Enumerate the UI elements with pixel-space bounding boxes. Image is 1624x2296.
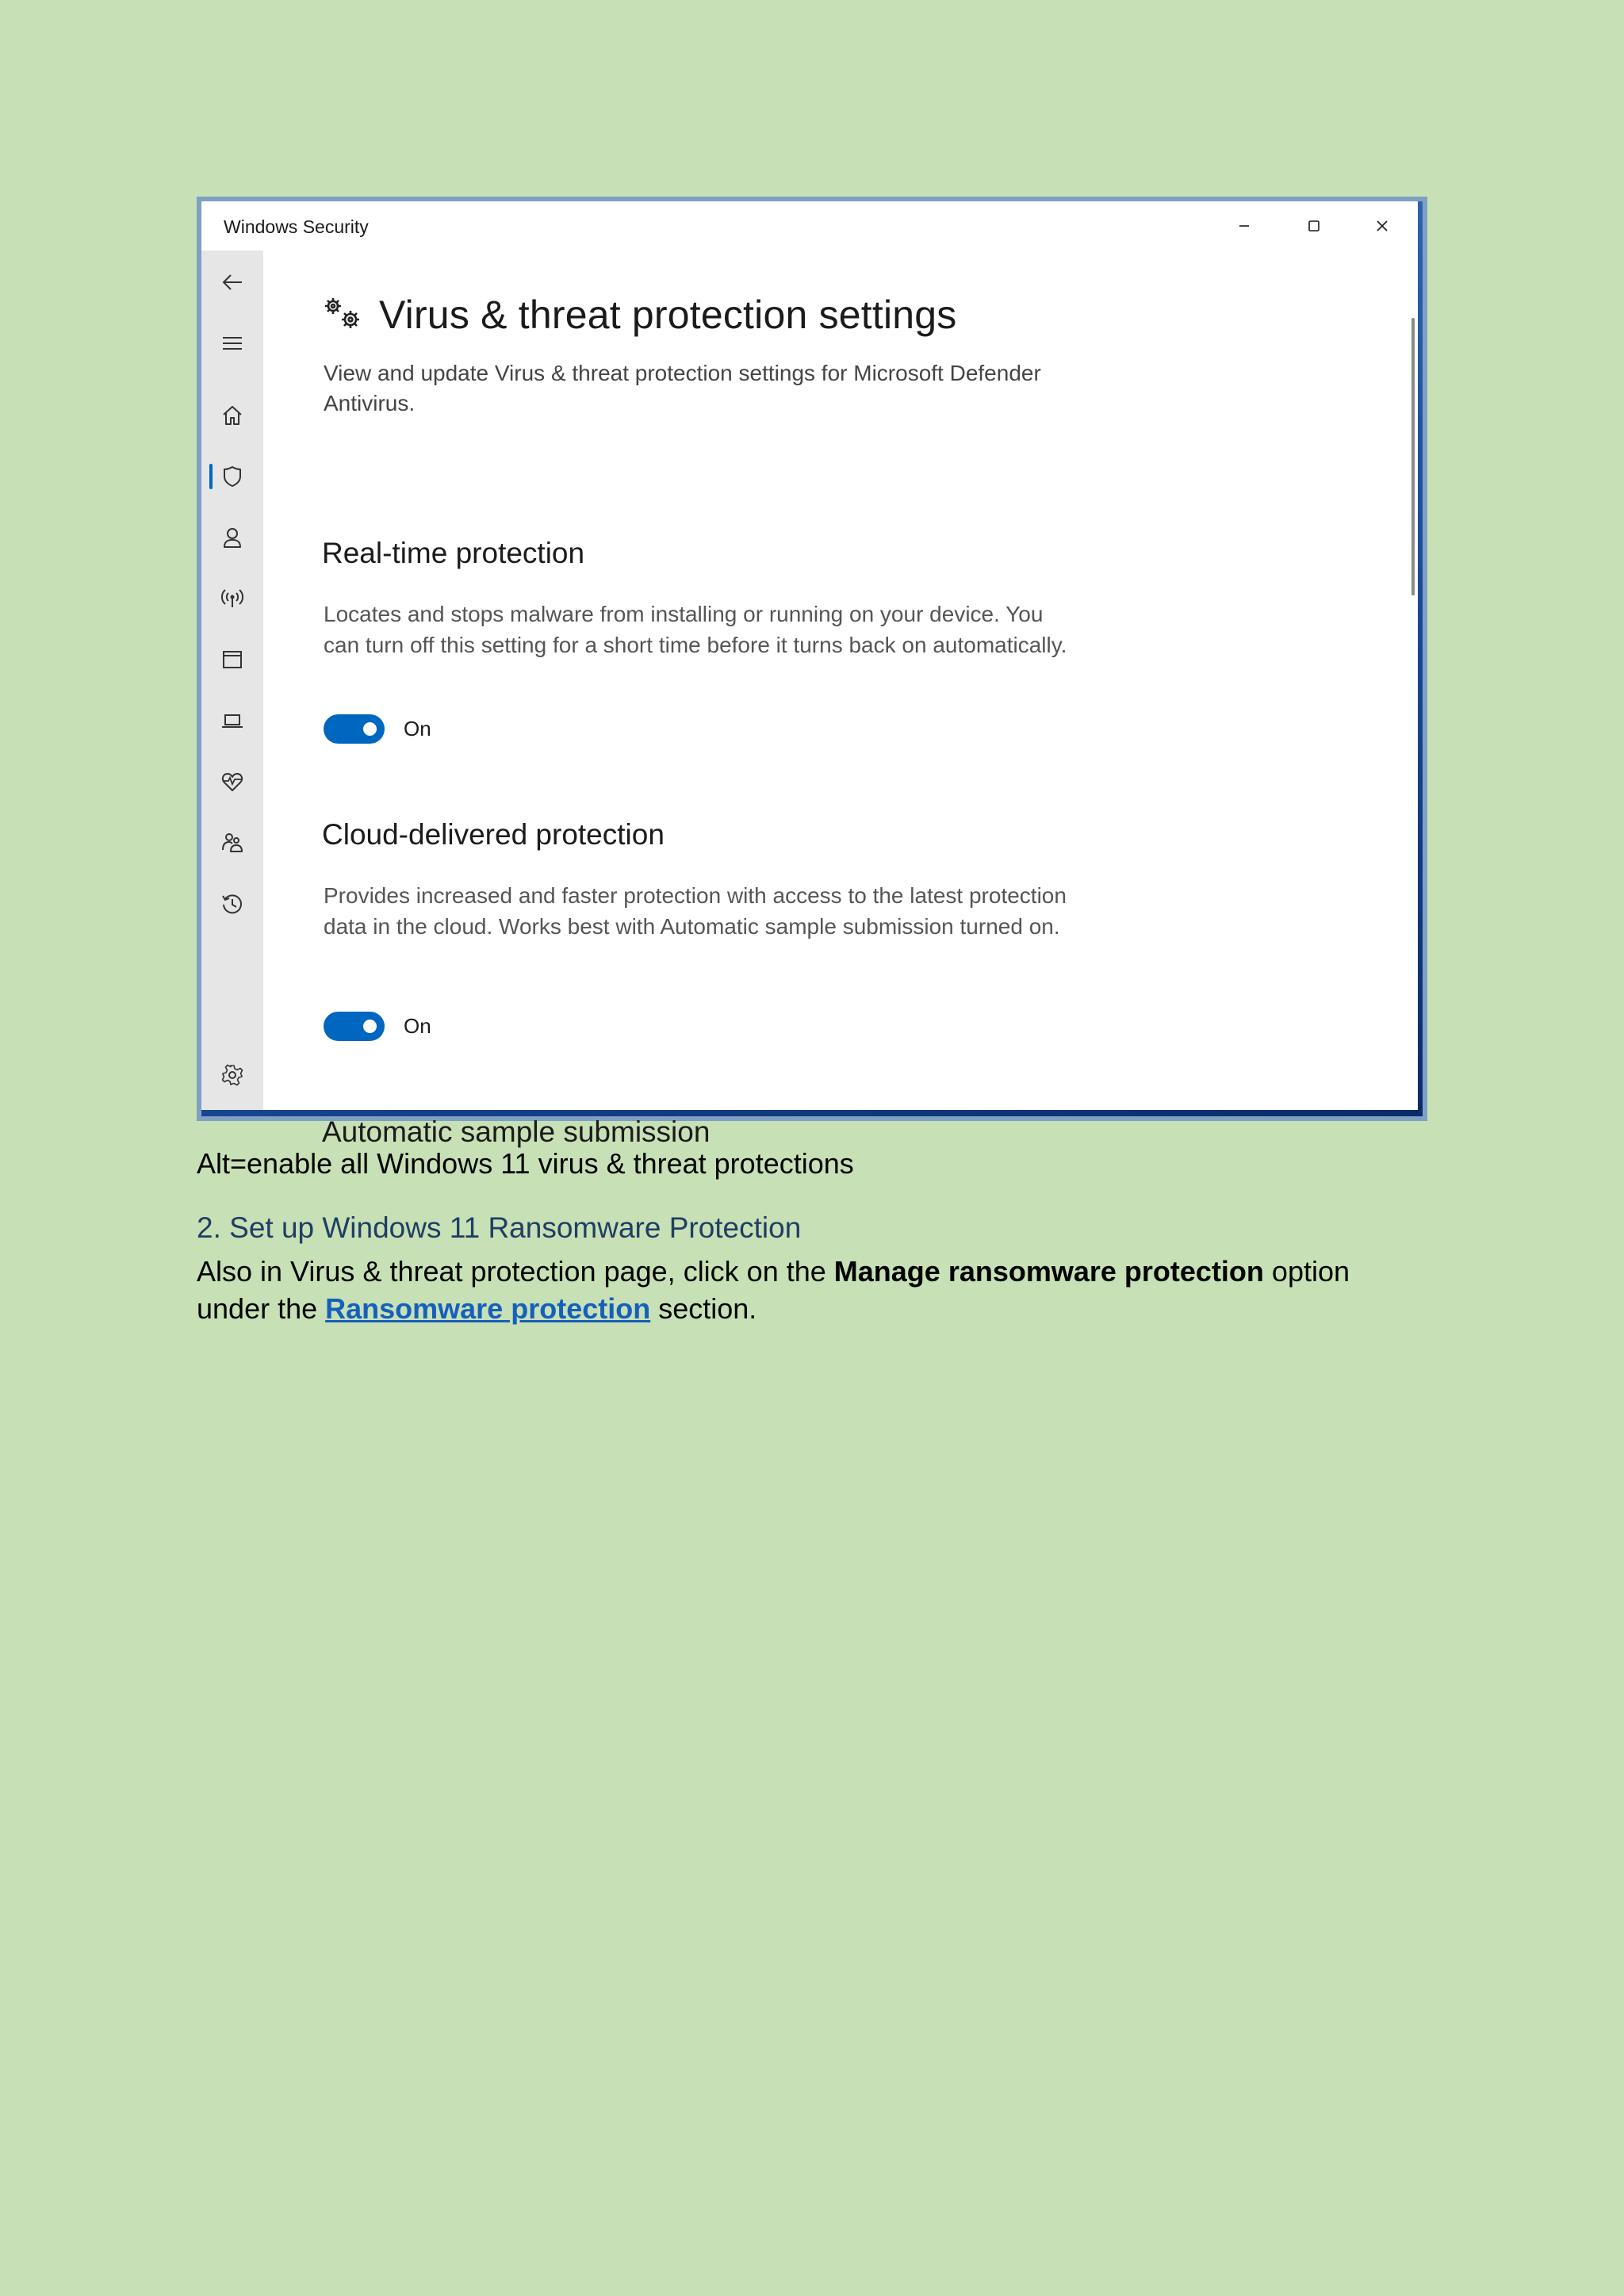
toggle-knob bbox=[363, 722, 377, 736]
laptop-icon bbox=[220, 709, 244, 733]
settings-content bbox=[263, 251, 1418, 1148]
para-text-2: option under the bbox=[197, 1255, 1350, 1325]
maximize-icon bbox=[1306, 218, 1322, 234]
nav-app-browser-control[interactable] bbox=[201, 637, 263, 682]
page-title: Virus & threat protection settings bbox=[379, 293, 957, 337]
para-text-1: Also in Virus & threat protection page, click on the bbox=[197, 1255, 834, 1288]
manage-ransomware-bold: Manage ransomware protection bbox=[833, 1255, 1264, 1288]
nav-menu[interactable] bbox=[201, 321, 263, 365]
realtime-toggle-label: On bbox=[404, 717, 431, 740]
browser-window-icon bbox=[220, 648, 244, 672]
nav-firewall[interactable] bbox=[201, 576, 263, 621]
hamburger-icon bbox=[220, 331, 244, 355]
toggle-knob bbox=[363, 1020, 377, 1033]
nav-device-performance[interactable] bbox=[201, 760, 263, 804]
realtime-protection-toggle[interactable] bbox=[324, 714, 385, 744]
section-heading: 2. Set up Windows 11 Ransomware Protection bbox=[197, 1211, 802, 1244]
navigation-rail bbox=[201, 251, 263, 1110]
realtime-protection-toggle-row bbox=[324, 714, 431, 744]
nav-home[interactable] bbox=[201, 393, 263, 438]
cloud-protection-title: Cloud-delivered protection bbox=[322, 818, 665, 851]
nav-settings[interactable] bbox=[201, 1053, 263, 1097]
page-description: View and update Virus & threat protection settings for Microsoft Defender Antivirus. bbox=[324, 361, 1041, 415]
title-bar[interactable] bbox=[201, 201, 1418, 251]
instruction-paragraph bbox=[197, 1253, 1427, 1327]
nav-virus-protection[interactable] bbox=[201, 454, 263, 499]
wireless-antenna-icon bbox=[220, 587, 244, 610]
cloud-protection-description: Provides increased and faster protection with access to the latest protection data in the cloud. Works best with Automatic sample submission turned on. bbox=[324, 883, 1067, 939]
heart-pulse-icon bbox=[220, 770, 244, 794]
nav-device-security[interactable] bbox=[201, 698, 263, 743]
cloud-protection-toggle-row bbox=[324, 1012, 431, 1041]
family-icon bbox=[220, 831, 244, 855]
realtime-protection-title: Real-time protection bbox=[322, 537, 585, 569]
back-arrow-icon bbox=[220, 270, 244, 294]
screenshot-frame bbox=[197, 197, 1427, 1148]
cloud-toggle-label: On bbox=[404, 1014, 431, 1038]
shield-icon bbox=[220, 465, 244, 488]
person-icon bbox=[220, 526, 244, 549]
history-icon bbox=[220, 892, 244, 916]
gears-icon bbox=[322, 296, 363, 334]
minimize-icon bbox=[1236, 218, 1252, 234]
para-text-3: section. bbox=[650, 1292, 757, 1325]
nav-back[interactable] bbox=[201, 260, 263, 304]
ransomware-protection-link[interactable]: Ransomware protection bbox=[325, 1292, 651, 1325]
close-icon bbox=[1374, 218, 1390, 234]
home-icon bbox=[220, 404, 244, 427]
image-caption: Alt=enable all Windows 11 virus & threat protections bbox=[197, 1147, 854, 1180]
page-header bbox=[322, 292, 956, 338]
gear-icon bbox=[220, 1063, 244, 1087]
sample-submission-title: Automatic sample submission bbox=[322, 1115, 710, 1148]
windows-security-window bbox=[201, 201, 1418, 1148]
maximize-button[interactable] bbox=[1280, 201, 1348, 251]
app-title: Windows Security bbox=[224, 216, 369, 237]
realtime-protection-description: Locates and stops malware from installing or running on your device. You can turn off this setting for a short time before it turns back on automatically. bbox=[324, 602, 1067, 657]
scrollbar-thumb[interactable] bbox=[1411, 318, 1415, 595]
nav-family-options[interactable] bbox=[201, 821, 263, 865]
selection-indicator bbox=[209, 464, 213, 489]
minimize-button[interactable] bbox=[1210, 201, 1278, 251]
close-button[interactable] bbox=[1348, 201, 1416, 251]
cloud-protection-toggle[interactable] bbox=[324, 1012, 385, 1041]
nav-protection-history[interactable] bbox=[201, 882, 263, 926]
nav-account-protection[interactable] bbox=[201, 515, 263, 560]
